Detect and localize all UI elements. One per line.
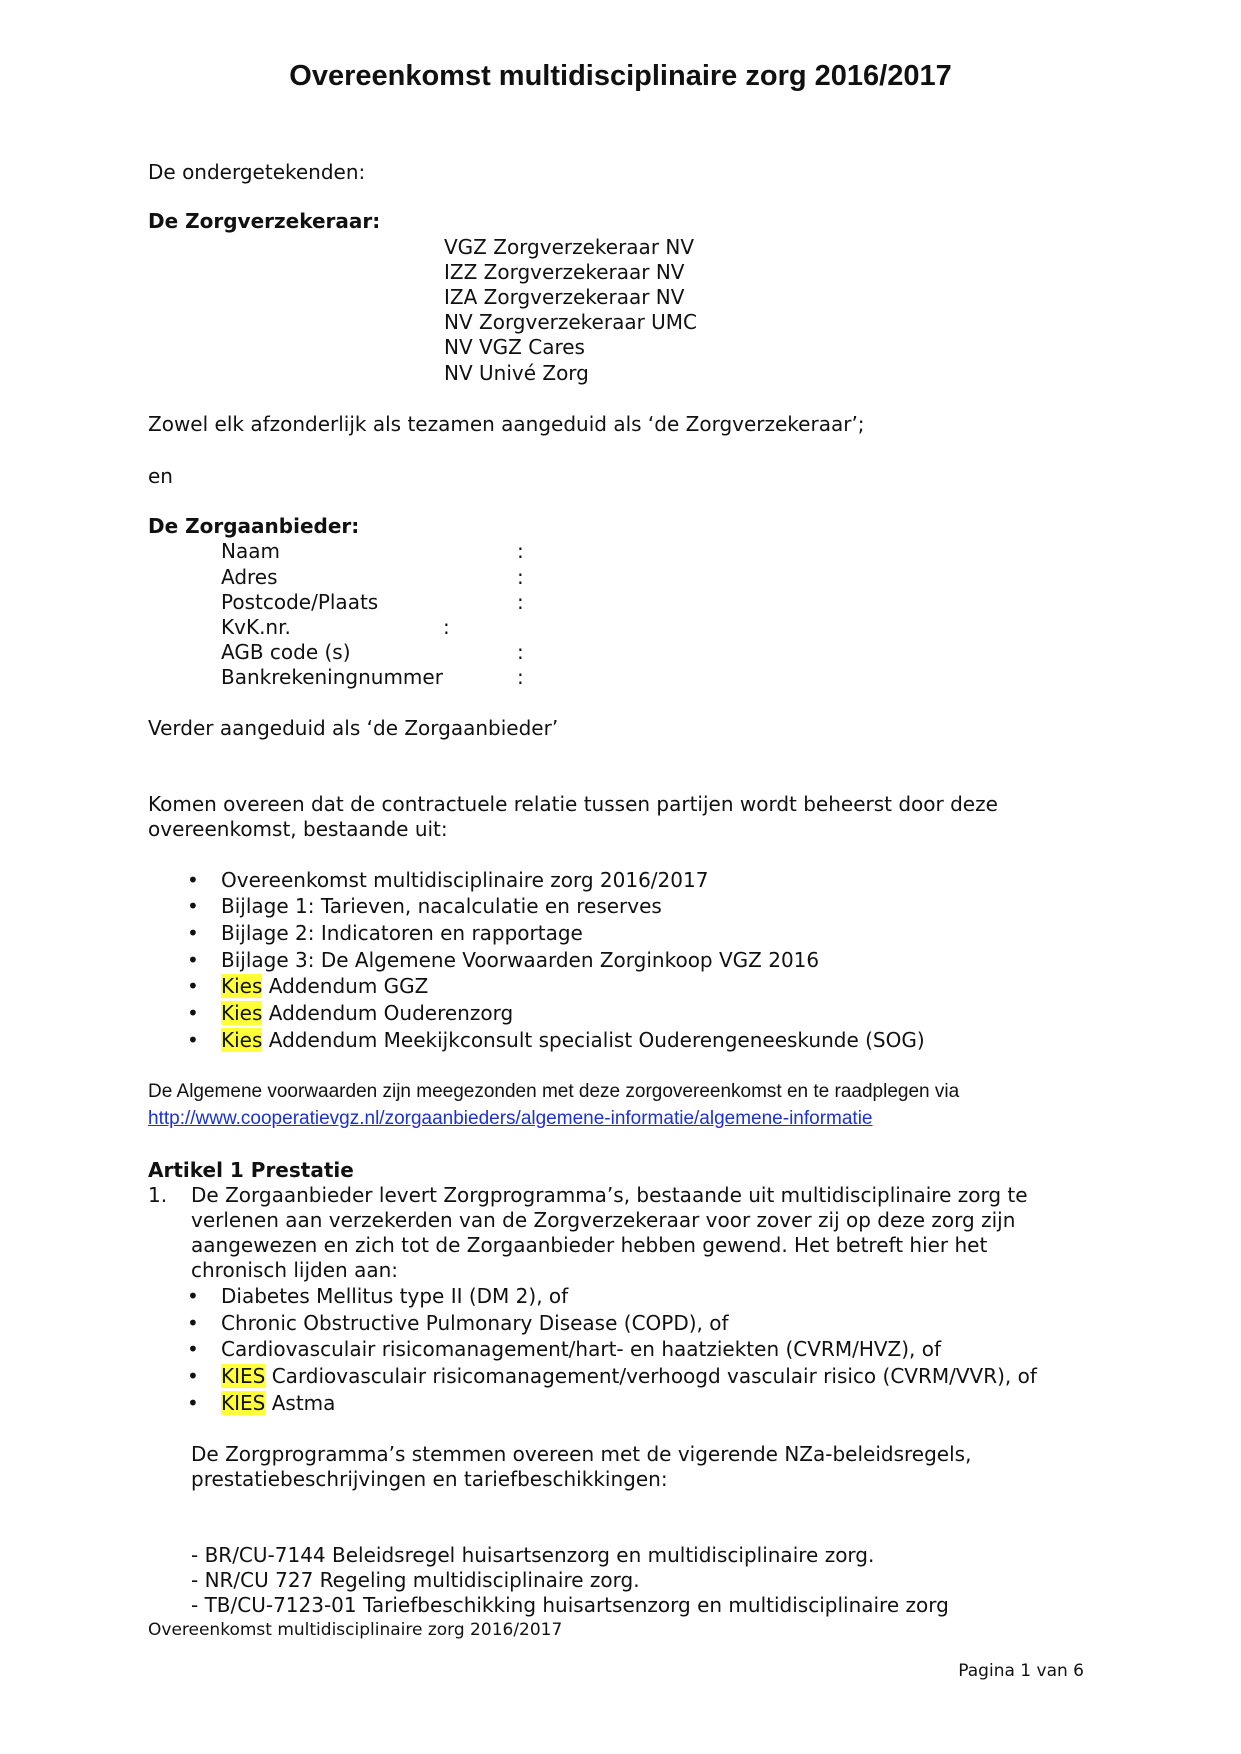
kies-highlight: KIES [221, 1364, 266, 1388]
bullet-icon: • [187, 921, 199, 945]
list-item: Kies Addendum Meekijkconsult specialist Ouderengeneeskunde (SOG) [221, 1028, 925, 1052]
article1-text: De Zorgaanbieder levert Zorgprogramma’s, bestaande uit multidisciplinaire zorg te [191, 1183, 1028, 1207]
field-colon: : [517, 565, 524, 589]
list-item: Diabetes Mellitus type II (DM 2), of [221, 1284, 569, 1308]
conditions-text: De Algemene voorwaarden zijn meegezonden met deze zorgovereenkomst en te raadplegen via [148, 1081, 960, 1102]
footer-page-number: Pagina 1 van 6 [958, 1661, 1084, 1681]
bullet-icon: • [187, 1337, 199, 1361]
list-item: Cardiovasculair risicomanagement/hart- en haatziekten (CVRM/HVZ), of [221, 1337, 942, 1361]
field-colon: : [517, 640, 524, 664]
bullet-icon: • [187, 948, 199, 972]
provider-field-label: Postcode/Plaats [221, 590, 379, 614]
article1-text: aangewezen en zich tot de Zorgaanbieder hebben gewend. Het betreft hier het [191, 1233, 988, 1257]
article1-heading: Artikel 1 Prestatie [148, 1158, 354, 1182]
kies-highlight: Kies [221, 974, 263, 998]
list-item: Kies Addendum GGZ [221, 974, 429, 998]
field-colon: : [517, 590, 524, 614]
provider-field-label: Adres [221, 565, 278, 589]
insurer-name: VGZ Zorgverzekeraar NV [444, 235, 695, 259]
regulation-item: - NR/CU 727 Regeling multidisciplinaire zorg. [191, 1568, 640, 1592]
regulation-item: - BR/CU-7144 Beleidsregel huisartsenzorg en multidisciplinaire zorg. [191, 1543, 875, 1567]
list-item: Overeenkomst multidisciplinaire zorg 2016/2017 [221, 868, 709, 892]
intro-text: De ondergetekenden: [148, 160, 366, 184]
article1-text: verlenen aan verzekerden van de Zorgverzekeraar voor zover zij op deze zorg zijn [191, 1208, 1016, 1232]
bullet-icon: • [187, 868, 199, 892]
further-text: Verder aangeduid als ‘de Zorgaanbieder’ [148, 716, 559, 740]
rules-text: prestatiebeschrijvingen en tariefbeschikkingen: [191, 1467, 668, 1491]
kies-highlight: Kies [221, 1028, 263, 1052]
provider-heading: De Zorgaanbieder: [148, 514, 360, 538]
insurer-heading: De Zorgverzekeraar: [148, 209, 381, 233]
list-item: KIES Cardiovasculair risicomanagement/verhoogd vasculair risico (CVRM/VVR), of [221, 1364, 1037, 1388]
bullet-icon: • [187, 1028, 199, 1052]
regulation-item: - TB/CU-7123-01 Tariefbeschikking huisartsenzorg en multidisciplinaire zorg [191, 1593, 949, 1617]
list-item: KIES Astma [221, 1391, 336, 1415]
bullet-icon: • [187, 1284, 199, 1308]
jointly-text: Zowel elk afzonderlijk als tezamen aangeduid als ‘de Zorgverzekeraar’; [148, 412, 865, 436]
conditions-link[interactable]: http://www.cooperatievgz.nl/zorgaanbieders/algemene-informatie/algemene-informatie [148, 1108, 873, 1129]
insurer-name: IZA Zorgverzekeraar NV [444, 285, 685, 309]
footer-doc-title: Overeenkomst multidisciplinaire zorg 2016/2017 [148, 1620, 563, 1640]
bullet-icon: • [187, 1391, 199, 1415]
kies-highlight: Kies [221, 1001, 263, 1025]
field-colon: : [443, 615, 450, 639]
insurer-name: IZZ Zorgverzekeraar NV [444, 260, 685, 284]
bullet-icon: • [187, 1311, 199, 1335]
field-colon: : [517, 539, 524, 563]
provider-field-label: Bankrekeningnummer [221, 665, 443, 689]
bullet-icon: • [187, 894, 199, 918]
insurer-name: NV VGZ Cares [444, 335, 585, 359]
list-item: Bijlage 3: De Algemene Voorwaarden Zorginkoop VGZ 2016 [221, 948, 820, 972]
field-colon: : [517, 665, 524, 689]
article1-number: 1. [148, 1183, 168, 1207]
list-item: Kies Addendum Ouderenzorg [221, 1001, 514, 1025]
bullet-icon: • [187, 1001, 199, 1025]
agree-text: Komen overeen dat de contractuele relatie tussen partijen wordt beheerst door deze [148, 792, 998, 816]
bullet-icon: • [187, 1364, 199, 1388]
list-item: Bijlage 1: Tarieven, nacalculatie en reserves [221, 894, 662, 918]
bullet-icon: • [187, 974, 199, 998]
provider-field-label: Naam [221, 539, 280, 563]
kies-highlight: KIES [221, 1391, 266, 1415]
rules-text: De Zorgprogramma’s stemmen overeen met de vigerende NZa-beleidsregels, [191, 1442, 972, 1466]
list-item: Bijlage 2: Indicatoren en rapportage [221, 921, 583, 945]
and-text: en [148, 464, 173, 488]
insurer-name: NV Zorgverzekeraar UMC [444, 310, 698, 334]
provider-field-label: AGB code (s) [221, 640, 351, 664]
insurer-name: NV Univé Zorg [444, 361, 589, 385]
provider-field-label: KvK.nr. [221, 615, 291, 639]
agree-text: overeenkomst, bestaande uit: [148, 817, 448, 841]
article1-text: chronisch lijden aan: [191, 1258, 399, 1282]
list-item: Chronic Obstructive Pulmonary Disease (COPD), of [221, 1311, 729, 1335]
document-title: Overeenkomst multidisciplinaire zorg 2016/2017 [289, 60, 952, 92]
